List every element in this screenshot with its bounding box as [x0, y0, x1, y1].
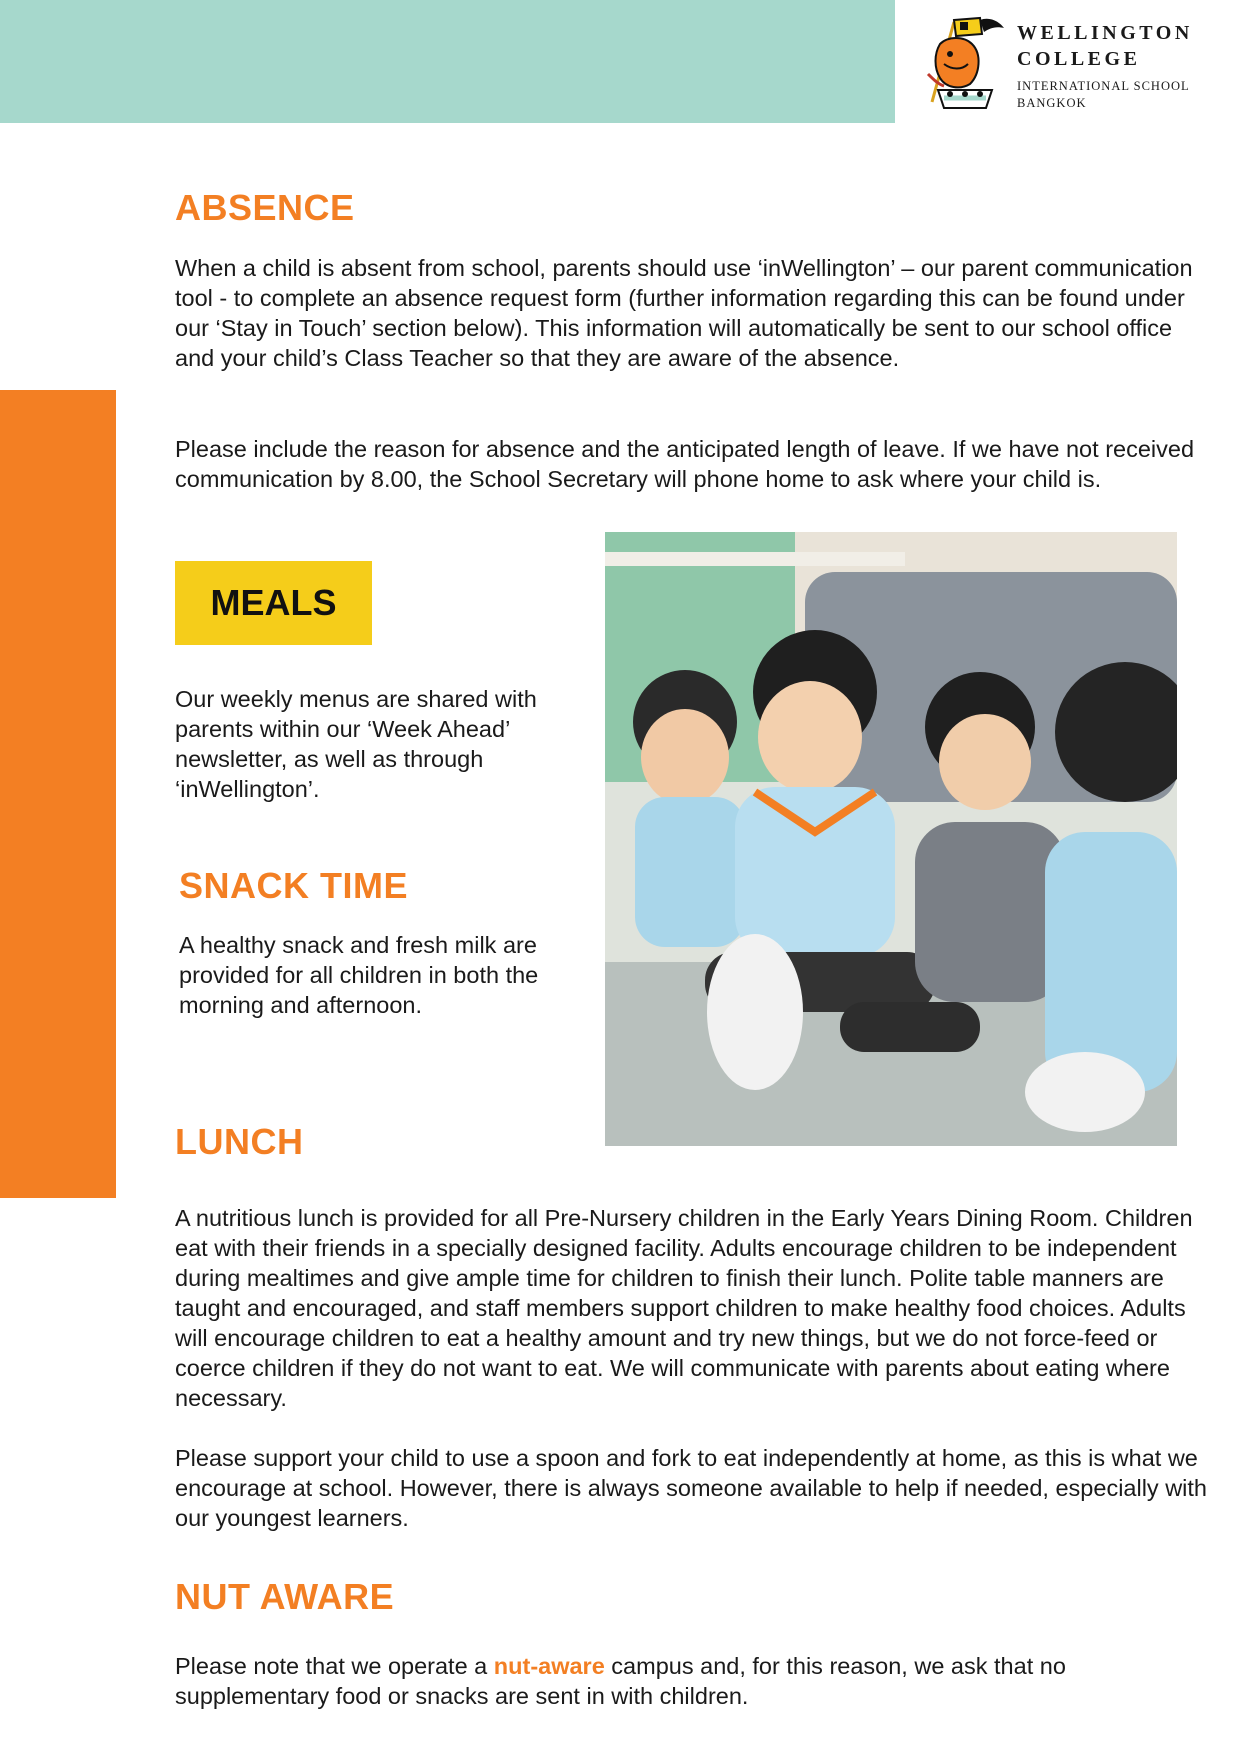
- nut-aware-paragraph: [175, 1651, 1220, 1711]
- children-sitting-photo: [605, 532, 1177, 1146]
- absence-paragraph-1: When a child is absent from school, parents should use ‘inWellington’ – our parent communication tool - to complete an absence request form (further information regarding this can be found under our ‘Stay in Touch’ section below). This information will automatically be sent to our school office and your child’s Class Teacher so that they are aware of the absence.: [175, 255, 1193, 371]
- logo-wordmark: [1017, 20, 1193, 112]
- logo-line-wellington: WELLINGTON: [1017, 22, 1193, 44]
- crest-icon: [920, 14, 1010, 114]
- lunch-paragraph-2: Please support your child to use a spoon and fork to eat independently at home, as this is what we encourage at school. However, there is always someone available to help if needed, especially with our youngest learners.: [175, 1445, 1207, 1531]
- nut-aware-text-after: campus and, for this reason, we ask that no supplementary food or snacks are sent in with children.: [175, 1653, 1066, 1709]
- snack-time-heading: SNACK TIME: [179, 865, 408, 906]
- meals-heading-box: [175, 561, 372, 645]
- snack-time-paragraph: A healthy snack and fresh milk are provided for all children in both the morning and afternoon.: [179, 932, 539, 1018]
- meals-paragraph: Our weekly menus are shared with parents within our ‘Week Ahead’ newsletter, as well as through ‘inWellington’.: [175, 686, 537, 802]
- meals-heading: MEALS: [210, 582, 337, 623]
- school-logo: [920, 14, 1220, 119]
- nut-aware-text-before: Please note that we operate a: [175, 1653, 494, 1679]
- nut-aware-highlight: nut-aware: [493, 1653, 605, 1679]
- header-band: [0, 0, 895, 123]
- logo-line-international-school: INTERNATIONAL SCHOOL: [1017, 79, 1190, 93]
- logo-line-bangkok: BANGKOK: [1017, 96, 1087, 110]
- lunch-paragraph-1: A nutritious lunch is provided for all Pre-Nursery children in the Early Years Dining Room. Children eat with their friends in a specially designed facility. Adults encourage children to be independent during mealtimes and give ample time for children to finish their lunch. Polite table manners are taught and encouraged, and staff members support children to make healthy food choices. Adults will encourage children to eat a healthy amount and try new things, but we do not force-feed or coerce children if they do not want to eat. We will communicate with parents about eating where necessary.: [175, 1205, 1193, 1411]
- lunch-heading: LUNCH: [175, 1121, 304, 1162]
- absence-paragraph-2: Please include the reason for absence and the anticipated length of leave. If we have not received communication by 8.00, the School Secretary will phone home to ask where your child is.: [175, 436, 1195, 492]
- nut-aware-heading: NUT AWARE: [175, 1576, 395, 1617]
- side-accent-bar: [0, 390, 116, 1198]
- absence-heading: ABSENCE: [175, 187, 355, 228]
- logo-line-college: COLLEGE: [1017, 48, 1141, 70]
